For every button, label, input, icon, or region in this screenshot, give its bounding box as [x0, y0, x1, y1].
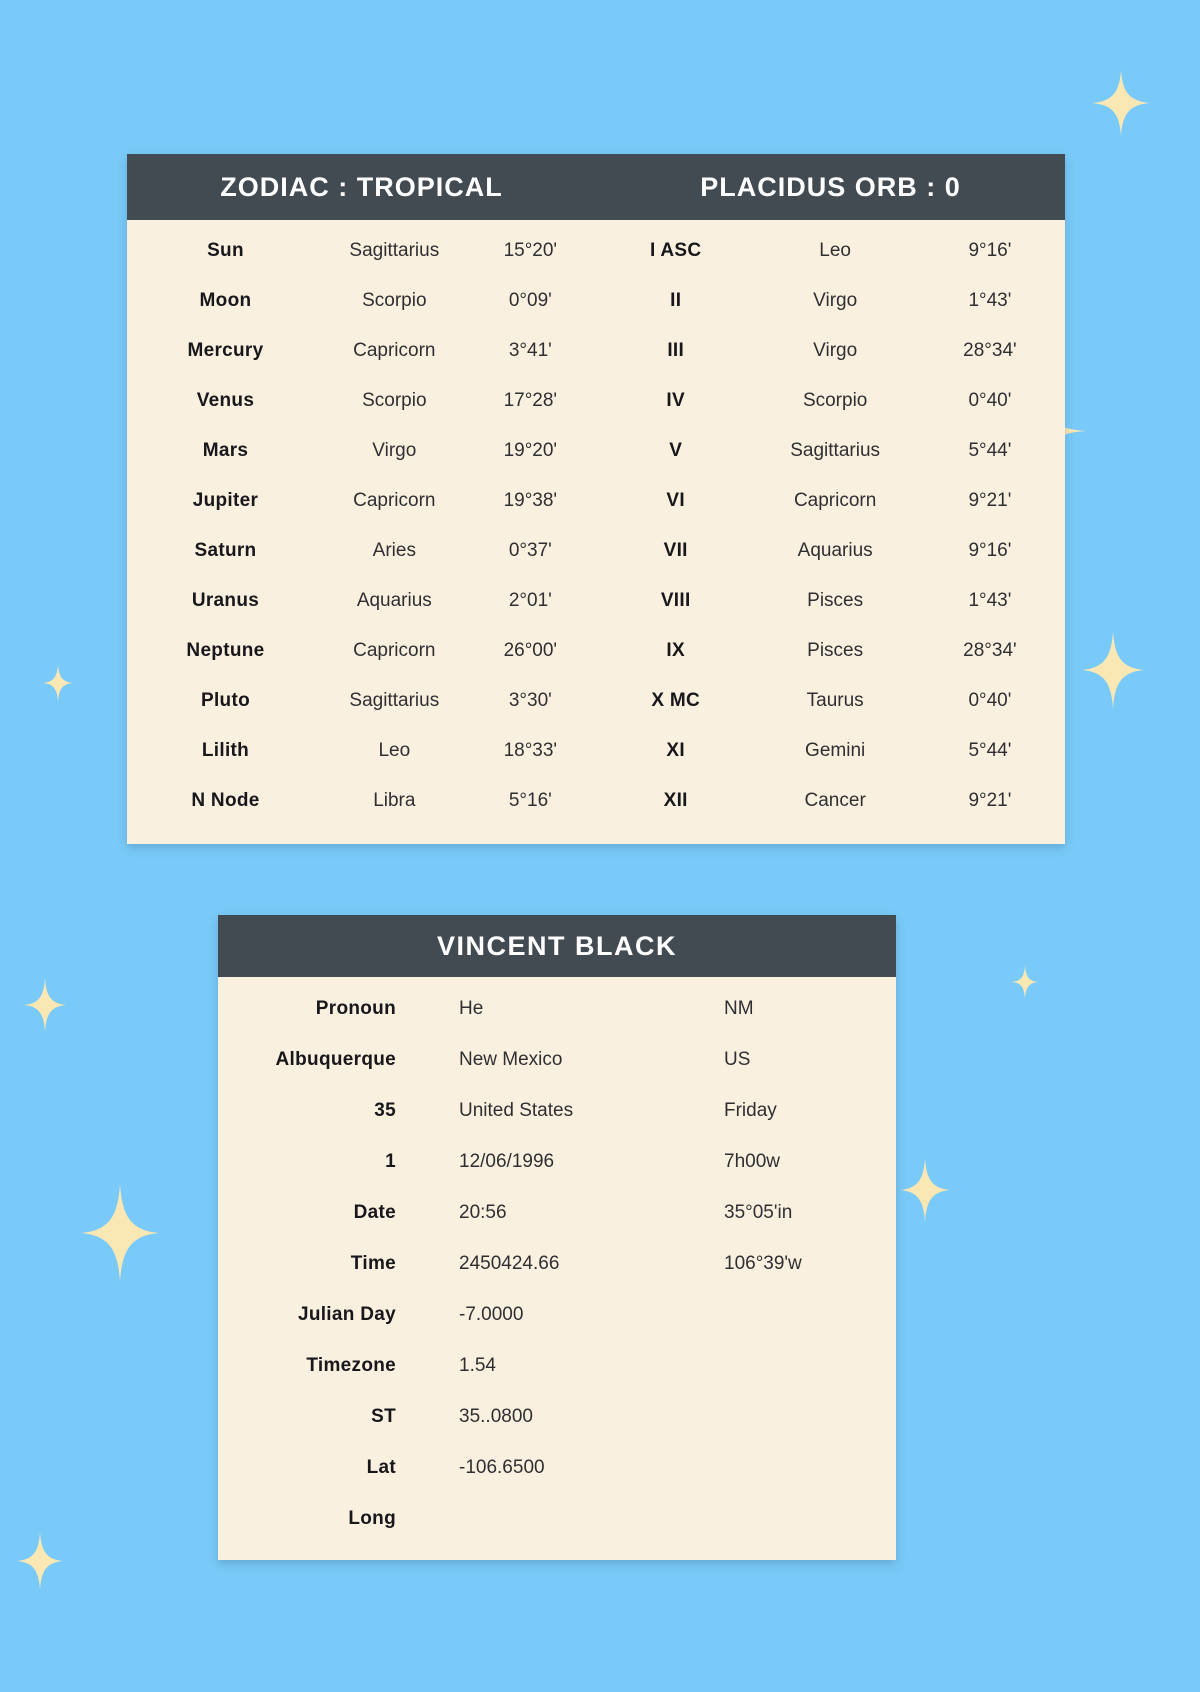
table-row [218, 1391, 896, 1442]
planet-name: Mars [202, 440, 249, 461]
row-value-2: 7h00w [724, 1150, 780, 1172]
house-degree: 28°34' [963, 340, 1017, 361]
person-name-title: VINCENT BLACK [437, 930, 677, 961]
planet-name: Mercury [187, 340, 264, 361]
planet-sign: Scorpio [362, 290, 427, 311]
row-value-1: 35..0800 [459, 1405, 533, 1427]
house-sign: Capricorn [793, 490, 877, 511]
row-label: Pronoun [315, 997, 396, 1019]
row-label: Timezone [306, 1354, 396, 1376]
house-name: IV [666, 390, 685, 411]
house-degree: 0°40' [968, 690, 1012, 711]
planet-sign: Capricorn [353, 490, 436, 511]
planet-degree: 3°30' [508, 690, 552, 711]
house-sign: Cancer [804, 790, 866, 811]
planet-sign: Virgo [372, 440, 417, 461]
row-value-2: 35°05'in [724, 1201, 793, 1223]
planet-sign: Capricorn [353, 340, 436, 361]
table-row [127, 676, 1065, 726]
planet-name: Neptune [186, 640, 265, 661]
house-sign: Pisces [807, 640, 864, 661]
zodiac-type-title: ZODIAC : TROPICAL [220, 171, 503, 202]
house-name: I ASC [649, 240, 702, 261]
row-label: ST [371, 1405, 396, 1427]
house-name: VI [666, 490, 685, 511]
sparkle-icon [81, 1184, 159, 1282]
sparkle-icon [1082, 631, 1144, 709]
row-value-1: 20:56 [459, 1201, 507, 1223]
house-degree: 9°21' [968, 790, 1012, 811]
table-row [127, 776, 1065, 826]
planet-sign: Sagittarius [349, 690, 440, 711]
table-row [127, 726, 1065, 776]
table-row [127, 576, 1065, 626]
planet-degree: 5°16' [508, 790, 552, 811]
house-degree: 1°43' [968, 290, 1012, 311]
house-name: II [670, 290, 682, 311]
planet-name: Sun [207, 240, 244, 261]
planet-degree: 26°00' [503, 640, 558, 661]
house-name: XII [663, 790, 688, 811]
zodiac-table-body [127, 220, 1065, 844]
row-value-2: 106°39'w [724, 1252, 802, 1274]
planet-degree: 19°20' [503, 440, 558, 461]
house-degree: 5°44' [968, 740, 1012, 761]
planet-degree: 2°01' [508, 590, 552, 611]
table-row [218, 983, 896, 1034]
row-label: Julian Day [297, 1303, 396, 1325]
table-row [218, 1442, 896, 1493]
house-degree: 1°43' [968, 590, 1012, 611]
person-table [218, 915, 896, 1560]
house-sign: Scorpio [802, 390, 868, 411]
row-value-1: He [459, 997, 484, 1019]
planet-name: Saturn [194, 540, 257, 561]
table-row [127, 276, 1065, 326]
planet-name: Jupiter [192, 490, 259, 511]
row-value-1: 2450424.66 [459, 1252, 560, 1274]
house-degree: 5°44' [968, 440, 1012, 461]
table-row [127, 526, 1065, 576]
table-row [127, 626, 1065, 676]
house-degree: 9°16' [968, 240, 1012, 261]
sparkle-icon [43, 664, 73, 702]
table-row [218, 1085, 896, 1136]
planet-degree: 15°20' [503, 240, 558, 261]
house-sign: Gemini [805, 740, 866, 761]
planet-name: Pluto [200, 690, 250, 711]
sparkle-icon [900, 1158, 950, 1222]
house-degree: 9°16' [968, 540, 1012, 561]
table-row [127, 376, 1065, 426]
row-label: 1 [385, 1150, 396, 1172]
planet-name: Uranus [191, 590, 260, 611]
planet-degree: 17°28' [503, 390, 558, 411]
table-row [218, 1289, 896, 1340]
row-value-1: -106.6500 [459, 1456, 545, 1478]
house-sign: Sagittarius [790, 440, 881, 461]
row-label: 35 [374, 1099, 396, 1121]
planet-sign: Capricorn [353, 640, 436, 661]
row-label: Time [350, 1252, 396, 1274]
zodiac-table [127, 154, 1065, 844]
sparkle-icon [1012, 965, 1038, 999]
table-row [218, 1238, 896, 1289]
table-row [218, 1034, 896, 1085]
house-name: V [669, 440, 683, 461]
row-label: Date [353, 1201, 396, 1223]
sparkle-icon [17, 1532, 63, 1590]
house-system-title: PLACIDUS ORB : 0 [700, 171, 961, 202]
row-value-2: Friday [724, 1099, 777, 1121]
planet-degree: 0°09' [508, 290, 552, 311]
row-value-2: US [724, 1048, 751, 1070]
planet-name: Moon [199, 290, 252, 311]
table-row [218, 1493, 896, 1544]
house-sign: Aquarius [797, 540, 873, 561]
row-value-1: United States [459, 1099, 574, 1121]
house-degree: 28°34' [963, 640, 1017, 661]
table-row [127, 226, 1065, 276]
person-table-body [218, 977, 896, 1560]
person-table-header [218, 915, 896, 977]
house-degree: 9°21' [968, 490, 1012, 511]
house-name: VII [663, 540, 688, 561]
planet-sign: Sagittarius [349, 240, 440, 261]
planet-name: N Node [191, 790, 260, 811]
planet-degree: 3°41' [508, 340, 552, 361]
house-sign: Virgo [813, 340, 858, 361]
house-sign: Pisces [807, 590, 864, 611]
sparkle-icon [1092, 70, 1150, 136]
house-sign: Leo [819, 240, 851, 261]
table-row [127, 476, 1065, 526]
row-value-1: 12/06/1996 [459, 1150, 555, 1172]
planet-name: Lilith [201, 740, 250, 761]
sparkle-icon [24, 978, 66, 1032]
house-name: X MC [651, 690, 701, 711]
planet-sign: Libra [373, 790, 416, 811]
planet-degree: 0°37' [508, 540, 552, 561]
row-value-1: New Mexico [459, 1048, 563, 1070]
planet-degree: 19°38' [503, 490, 558, 511]
planet-sign: Leo [378, 740, 411, 761]
house-sign: Virgo [813, 290, 858, 311]
planet-sign: Scorpio [362, 390, 427, 411]
table-row [218, 1187, 896, 1238]
planet-degree: 18°33' [503, 740, 558, 761]
row-label: Lat [366, 1456, 396, 1478]
table-row [218, 1340, 896, 1391]
table-row [127, 426, 1065, 476]
planet-sign: Aries [372, 540, 416, 561]
house-name: XI [666, 740, 685, 761]
row-value-2: NM [724, 997, 754, 1019]
table-row [218, 1136, 896, 1187]
zodiac-table-header [127, 154, 1065, 220]
house-name: VIII [660, 590, 691, 611]
row-label: Long [348, 1507, 396, 1529]
house-name: III [667, 340, 685, 361]
house-degree: 0°40' [968, 390, 1012, 411]
planet-name: Venus [196, 390, 255, 411]
row-value-1: -7.0000 [459, 1303, 524, 1325]
row-label: Albuquerque [275, 1048, 396, 1070]
house-sign: Taurus [806, 690, 864, 711]
house-name: IX [666, 640, 685, 661]
row-value-1: 1.54 [459, 1354, 496, 1376]
table-row [127, 326, 1065, 376]
planet-sign: Aquarius [356, 590, 432, 611]
